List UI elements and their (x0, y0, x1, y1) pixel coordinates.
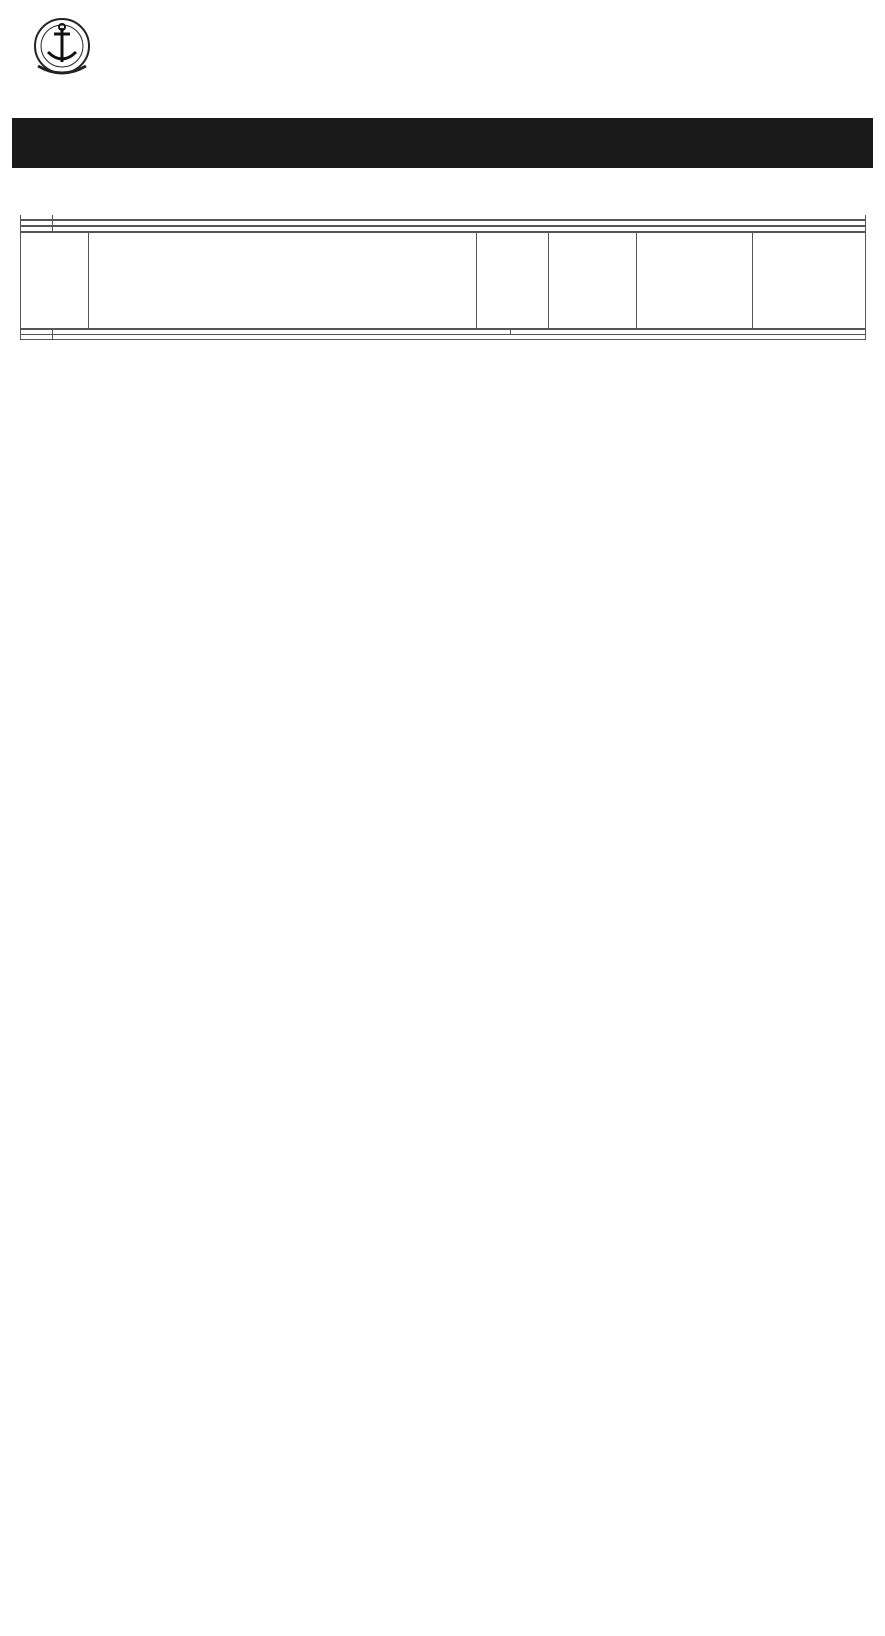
col-package-desc (89, 233, 477, 329)
col-package-no (21, 233, 89, 329)
row-12 (21, 221, 866, 226)
projects-row (21, 215, 866, 220)
row-15 (21, 227, 866, 232)
col-security (637, 233, 753, 329)
package-table (20, 232, 866, 329)
col-location (477, 233, 549, 329)
letterhead (0, 0, 885, 116)
navy-logo (22, 16, 102, 104)
notice-banner (12, 118, 873, 168)
projects-list (53, 215, 866, 220)
col-doc-cost (549, 233, 637, 329)
tender-table (20, 215, 866, 340)
row-20 (21, 335, 866, 340)
package-header (21, 233, 866, 329)
anchor-emblem-icon (30, 16, 94, 82)
col-completion-time (753, 233, 866, 329)
signature-block (617, 1555, 867, 1557)
bottom-table (20, 329, 866, 340)
